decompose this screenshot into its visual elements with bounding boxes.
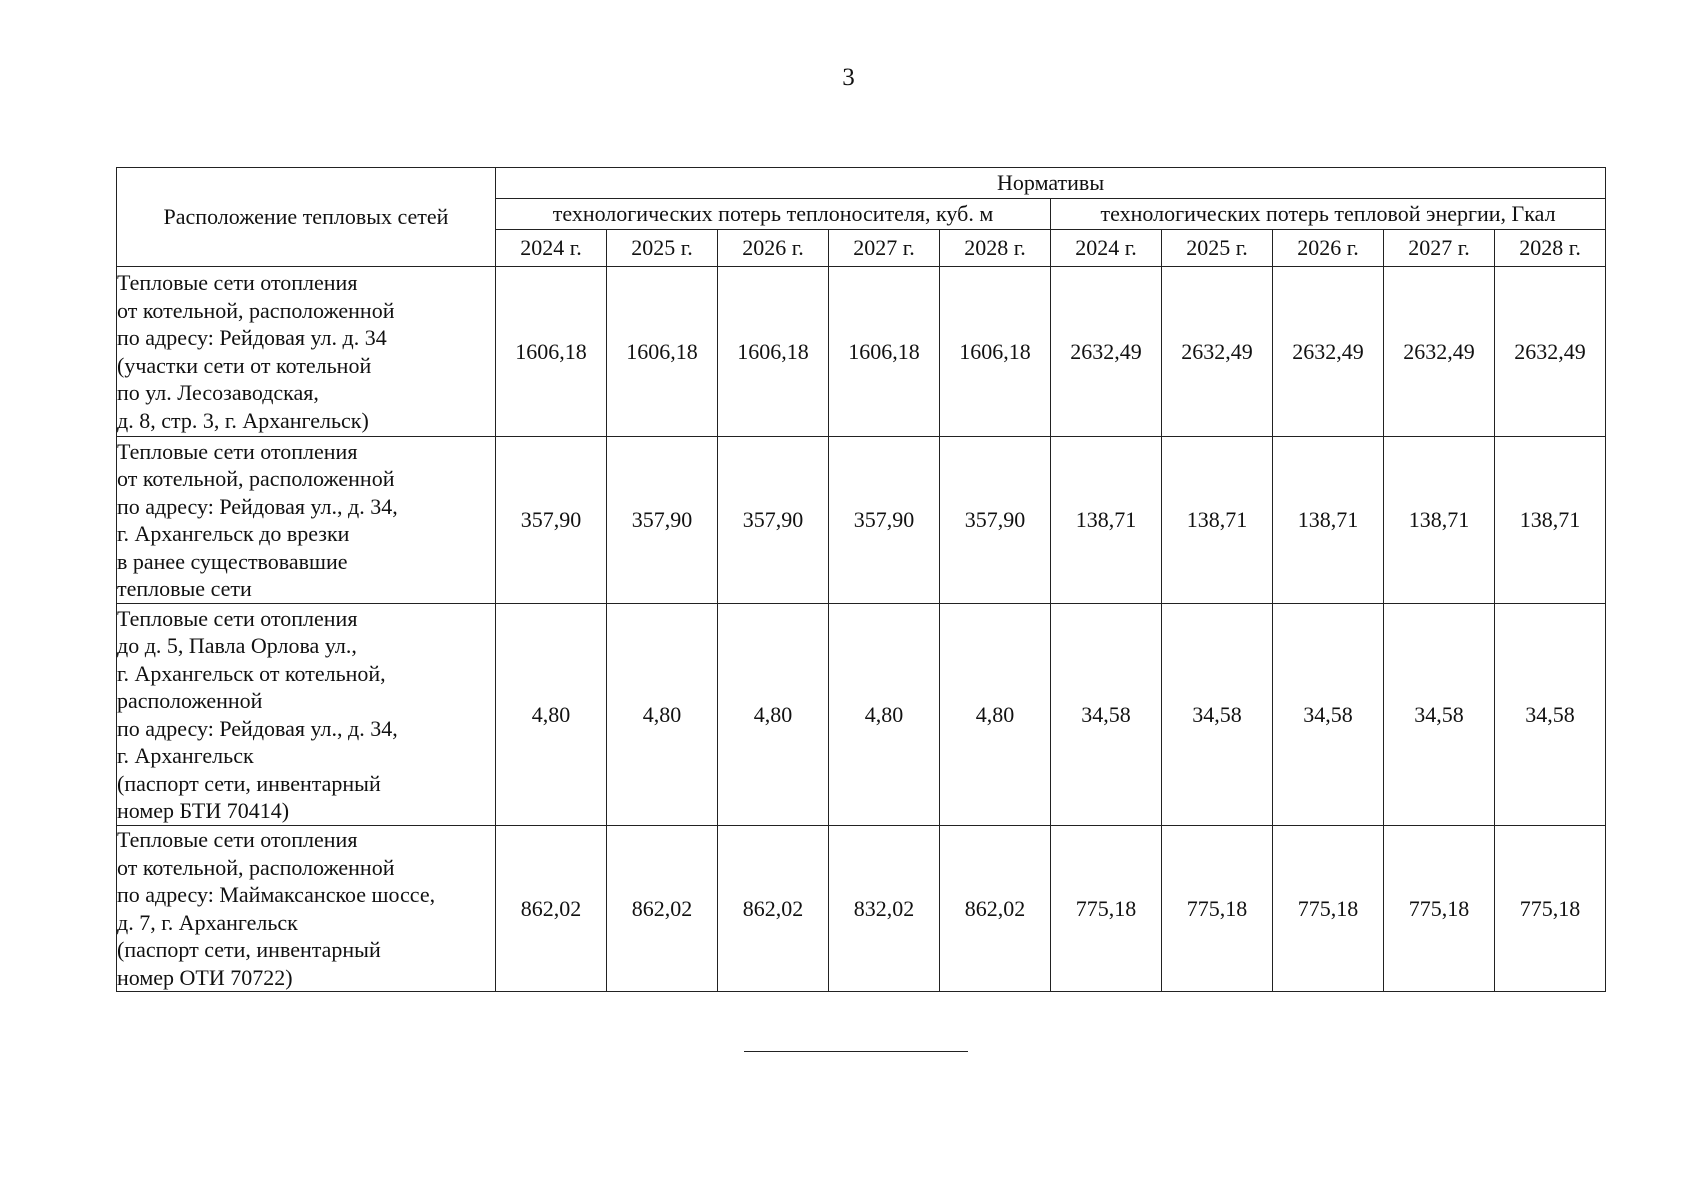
value-cell: 1606,18: [940, 267, 1051, 437]
value-cell: 775,18: [1384, 826, 1495, 992]
value-cell: 34,58: [1273, 604, 1384, 826]
value-cell: 862,02: [940, 826, 1051, 992]
energy-losses-header: технологических потерь тепловой энергии, Гкал: [1051, 199, 1606, 230]
value-cell: 862,02: [718, 826, 829, 992]
value-cell: 357,90: [718, 437, 829, 604]
value-cell: 775,18: [1273, 826, 1384, 992]
value-cell: 357,90: [940, 437, 1051, 604]
value-cell: 34,58: [1495, 604, 1606, 826]
value-cell: 34,58: [1162, 604, 1273, 826]
page-number: 3: [842, 64, 855, 91]
value-cell: 862,02: [496, 826, 607, 992]
value-cell: 2632,49: [1162, 267, 1273, 437]
value-cell: 34,58: [1051, 604, 1162, 826]
table-row: [117, 826, 1606, 992]
value-cell: 34,58: [1384, 604, 1495, 826]
value-cell: 1606,18: [496, 267, 607, 437]
value-cell: 2632,49: [1051, 267, 1162, 437]
value-cell: 1606,18: [607, 267, 718, 437]
year-header: 2027 г.: [829, 230, 940, 267]
value-cell: 775,18: [1495, 826, 1606, 992]
year-header: 2026 г.: [1273, 230, 1384, 267]
value-cell: 4,80: [829, 604, 940, 826]
value-cell: 775,18: [1162, 826, 1273, 992]
value-cell: 357,90: [607, 437, 718, 604]
location-cell: Тепловые сети отопления от котельной, расположенной по адресу: Рейдовая ул., д. 34, г. Архангельск до врезки в ранее существовавшие тепловые сети: [117, 437, 496, 604]
value-cell: 138,71: [1273, 437, 1384, 604]
value-cell: 4,80: [718, 604, 829, 826]
value-cell: 2632,49: [1384, 267, 1495, 437]
value-cell: 775,18: [1051, 826, 1162, 992]
year-header: 2028 г.: [940, 230, 1051, 267]
year-header: 2025 г.: [607, 230, 718, 267]
year-header: 2028 г.: [1495, 230, 1606, 267]
value-cell: 832,02: [829, 826, 940, 992]
year-header: 2024 г.: [1051, 230, 1162, 267]
location-cell: Тепловые сети отопления от котельной, расположенной по адресу: Маймаксанское шоссе, д. 7, г. Архангельск (паспорт сети, инвентарный номер ОТИ 70722): [117, 826, 496, 992]
bottom-divider: [744, 1051, 968, 1052]
year-header: 2024 г.: [496, 230, 607, 267]
value-cell: 138,71: [1384, 437, 1495, 604]
table-row: [117, 437, 1606, 604]
value-cell: 138,71: [1495, 437, 1606, 604]
value-cell: 138,71: [1162, 437, 1273, 604]
location-header: Расположение тепловых сетей: [117, 168, 496, 267]
value-cell: 2632,49: [1273, 267, 1384, 437]
value-cell: 4,80: [607, 604, 718, 826]
coolant-losses-header: технологических потерь теплоносителя, куб. м: [496, 199, 1051, 230]
value-cell: 1606,18: [829, 267, 940, 437]
norms-table: [116, 167, 1606, 992]
norms-header: Нормативы: [496, 168, 1606, 199]
value-cell: 1606,18: [718, 267, 829, 437]
value-cell: 4,80: [940, 604, 1051, 826]
location-cell: Тепловые сети отопления от котельной, расположенной по адресу: Рейдовая ул. д. 34 (участки сети от котельной по ул. Лесозаводская, д. 8, стр. 3, г. Архангельск): [117, 267, 496, 437]
value-cell: 4,80: [496, 604, 607, 826]
location-cell: Тепловые сети отопления до д. 5, Павла Орлова ул., г. Архангельск от котельной, расположенной по адресу: Рейдовая ул., д. 34, г. Архангельск (паспорт сети, инвентарный номер БТИ 70414): [117, 604, 496, 826]
year-header: 2027 г.: [1384, 230, 1495, 267]
value-cell: 357,90: [829, 437, 940, 604]
year-header: 2026 г.: [718, 230, 829, 267]
value-cell: 2632,49: [1495, 267, 1606, 437]
value-cell: 357,90: [496, 437, 607, 604]
value-cell: 138,71: [1051, 437, 1162, 604]
table-row: [117, 267, 1606, 437]
year-header: 2025 г.: [1162, 230, 1273, 267]
value-cell: 862,02: [607, 826, 718, 992]
table-row: [117, 604, 1606, 826]
